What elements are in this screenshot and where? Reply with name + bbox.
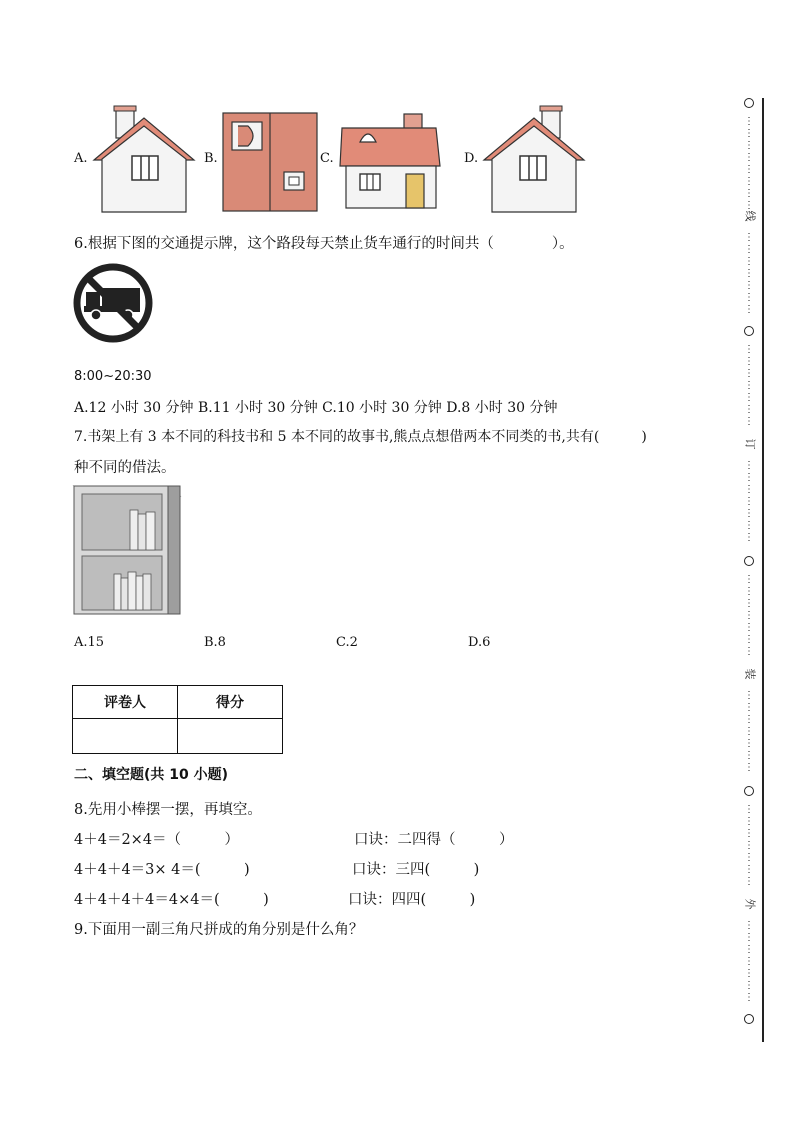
bookshelf-icon	[72, 484, 182, 616]
margin-char-line: 线	[743, 210, 756, 222]
circle-mark-icon	[739, 1014, 759, 1027]
dotted-line: ⋮ ⋮ ⋮ ⋮ ⋮ ⋮ ⋮	[744, 232, 754, 315]
grader-header: 评卷人	[73, 686, 178, 719]
margin-border-right	[762, 98, 764, 1042]
dotted-line: ⋮ ⋮ ⋮ ⋮ ⋮ ⋮ ⋮	[744, 574, 754, 657]
circle-mark-icon	[739, 786, 759, 799]
dotted-line: ⋮ ⋮ ⋮ ⋮ ⋮ ⋮ ⋮ ⋮	[744, 116, 754, 211]
dotted-line: ⋮ ⋮ ⋮ ⋮ ⋮ ⋮ ⋮	[744, 690, 754, 773]
q7-option-d[interactable]: D.6	[468, 635, 491, 650]
no-truck-sign-icon	[72, 262, 154, 344]
option-b-label: B.	[204, 151, 218, 166]
dotted-line: ⋮ ⋮ ⋮ ⋮ ⋮ ⋮ ⋮	[744, 920, 754, 1003]
score-table	[72, 685, 283, 754]
q7-option-c[interactable]: C.2	[336, 635, 358, 650]
q9-question: 9.下面用一副三角尺拼成的角分别是什么角？	[74, 922, 364, 938]
sign-time: 8:00~20:30	[74, 369, 152, 384]
q8-row2-expr[interactable]: 4＋4＋4＝3× 4＝( )	[74, 862, 250, 878]
q7-option-b[interactable]: B.8	[204, 635, 226, 650]
circle-mark-icon	[739, 556, 759, 569]
grader-cell[interactable]	[73, 719, 178, 754]
circle-mark-icon	[739, 98, 759, 111]
q7-option-a[interactable]: A.15	[74, 635, 105, 650]
option-a-label: A.	[74, 151, 88, 166]
house-icon-c	[338, 112, 442, 212]
q7-question-line2: 种不同的借法。	[74, 460, 176, 476]
house-icon-b	[222, 112, 318, 212]
binding-margin	[734, 98, 764, 1042]
score-header: 得分	[178, 686, 283, 719]
q6-question: 6.根据下图的交通提示牌，这个路段每天禁止货车通行的时间共（ ）。	[74, 236, 574, 252]
dotted-line: ⋮ ⋮ ⋮ ⋮ ⋮ ⋮ ⋮	[744, 804, 754, 887]
option-c-label: C.	[320, 151, 334, 166]
margin-char-install: 装	[743, 668, 756, 680]
dotted-line: ⋮ ⋮ ⋮ ⋮ ⋮ ⋮ ⋮	[744, 460, 754, 543]
margin-char-bind: 订	[743, 438, 756, 450]
q7-question-line1: 7.书架上有 3 本不同的科技书和 5 本不同的故事书,熊点点想借两本不同类的书,共有( )	[74, 429, 647, 445]
score-cell[interactable]	[178, 719, 283, 754]
option-d-label: D.	[464, 151, 479, 166]
q8-question: 8.先用小棒摆一摆，再填空。	[74, 802, 262, 818]
q8-row3-rhyme[interactable]: 口诀：四四( )	[348, 892, 476, 908]
margin-char-outer: 外	[743, 898, 756, 910]
q8-row3-expr[interactable]: 4＋4＋4＋4＝4×4＝( )	[74, 892, 269, 908]
house-icon-d	[482, 104, 588, 214]
q8-row2-rhyme[interactable]: 口诀：三四( )	[352, 862, 480, 878]
section-title: 二、填空题(共 10 小题)	[74, 767, 229, 783]
house-icon-a	[90, 104, 196, 214]
q8-row1-expr[interactable]: 4＋4＝2×4＝（ ）	[74, 832, 240, 848]
q8-row1-rhyme[interactable]: 口诀：二四得（ ）	[354, 832, 514, 848]
dotted-line: ⋮ ⋮ ⋮ ⋮ ⋮ ⋮ ⋮	[744, 344, 754, 427]
circle-mark-icon	[739, 326, 759, 339]
q6-options[interactable]: A.12 小时 30 分钟 B.11 小时 30 分钟 C.10 小时 30 分钟 D.8 小时 30 分钟	[74, 400, 558, 416]
